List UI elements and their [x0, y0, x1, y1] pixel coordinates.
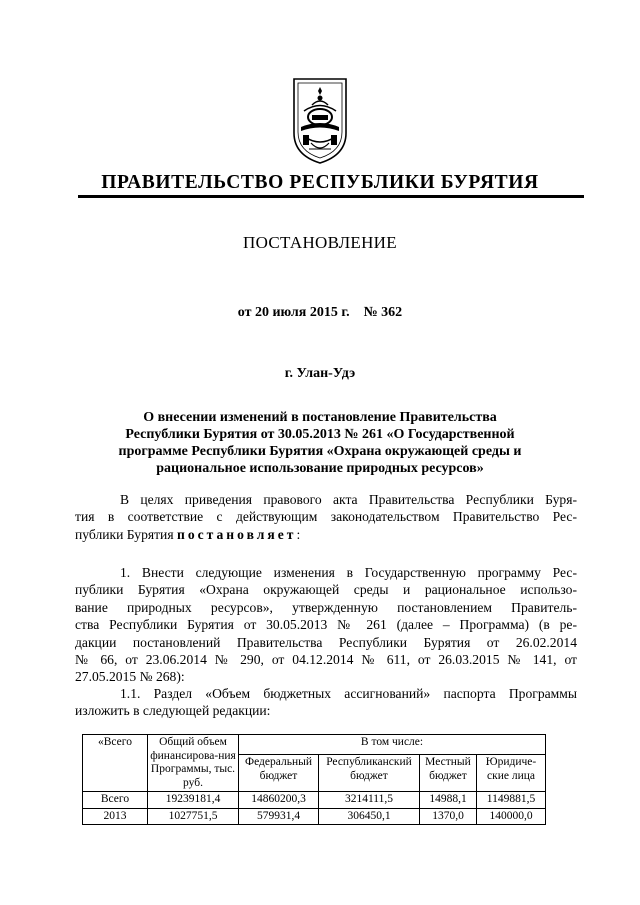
- text-line: В целях приведения правового акта Правительства Республики Буря-: [120, 492, 577, 507]
- table-cell: 140000,0: [477, 808, 546, 825]
- document-subject: [110, 409, 530, 477]
- table-cell: 14860200,3: [239, 792, 319, 809]
- preamble-paragraph: [75, 491, 577, 543]
- organization-title: ПРАВИТЕЛЬСТВО РЕСПУБЛИКИ БУРЯТИЯ: [101, 172, 539, 193]
- table-header-cell: Местный бюджет: [420, 755, 477, 792]
- text-line: изложить в следующей редакции:: [75, 703, 271, 719]
- table-cell: 3214111,5: [319, 792, 420, 809]
- text-fragment: :: [296, 526, 301, 542]
- table-cell: 1149881,5: [477, 792, 546, 809]
- city: г. Улан-Удэ: [284, 366, 356, 381]
- table-header-cell: Юридиче-ские лица: [477, 755, 546, 792]
- buryatia-coat-of-arms-icon: [291, 75, 349, 165]
- text-line: тия в соответствие с действующим законодательством Правительство Рес-: [75, 509, 577, 525]
- table-cell: 1027751,5: [148, 808, 239, 825]
- table-header-cell: Федеральный бюджет: [239, 755, 319, 792]
- decree-word: постановляет: [177, 526, 297, 542]
- text-line: [75, 526, 577, 543]
- text-line: 1. Внести следующие изменения в Государственную программу Рес-: [120, 565, 577, 580]
- financing-table: [82, 734, 546, 825]
- subject-line: рациональное использование природных ресурсов»: [156, 461, 484, 476]
- subject-line: Республики Бурятия от 30.05.2013 № 261 «О Государственной: [125, 427, 515, 442]
- text-line: дакции постановлений Правительства Республики Бурятия от 26.02.2014: [75, 634, 577, 650]
- table-header-group: В том числе:: [239, 735, 546, 755]
- text-line: № 66, от 23.06.2014 № 290, от 04.12.2014 № 611, от 26.03.2015 № 141, от: [75, 652, 577, 668]
- subject-line: программе Республики Бурятия «Охрана окружающей среды и: [118, 444, 522, 459]
- text-line: ства Республики Бурятия от 30.05.2013 № 261 (далее – Программа) (в ре-: [75, 617, 577, 633]
- date-and-number: от 20 июля 2015 г. № 362: [237, 305, 403, 320]
- text-line: публики Бурятия «Охрана окружающей среды и рациональное использо-: [75, 582, 577, 598]
- text-line: 1.1. Раздел «Объем бюджетных ассигнований» паспорта Программы: [120, 686, 577, 701]
- text-line: 27.05.2015 № 268):: [75, 669, 185, 685]
- table-header-cell: «Всего: [83, 735, 148, 792]
- table-cell: Всего: [83, 792, 148, 809]
- table-cell: 1370,0: [420, 808, 477, 825]
- table-cell: 19239181,4: [148, 792, 239, 809]
- table-row: [83, 808, 546, 825]
- table-cell: 306450,1: [319, 808, 420, 825]
- table-header-cell: Республиканский бюджет: [319, 755, 420, 792]
- item-1-paragraph: [75, 564, 577, 686]
- table-header-cell: Общий объем финансирова-ния Программы, тыс. руб.: [148, 735, 239, 792]
- subject-line: О внесении изменений в постановление Правительства: [143, 410, 497, 425]
- document-type: ПОСТАНОВЛЕНИЕ: [243, 233, 397, 252]
- table-cell: 14988,1: [420, 792, 477, 809]
- text-fragment: публики Бурятия: [75, 526, 177, 542]
- header-rule: [78, 195, 584, 198]
- table-cell: 2013: [83, 808, 148, 825]
- text-line: вание природных ресурсов», утвержденную постановлением Правитель-: [75, 599, 577, 615]
- table-cell: 579931,4: [239, 808, 319, 825]
- table-row: [83, 792, 546, 809]
- item-1-1-paragraph: [75, 685, 577, 720]
- table-header-row: [83, 735, 546, 755]
